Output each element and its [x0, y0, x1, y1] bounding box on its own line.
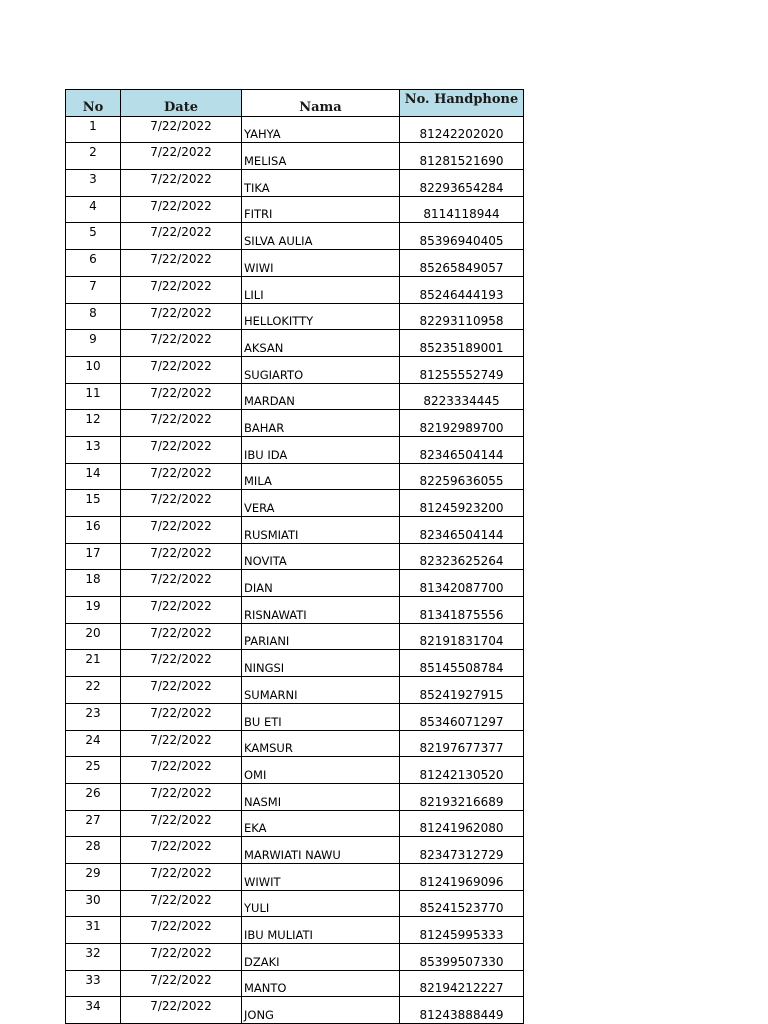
cell-handphone: 85399507330: [400, 944, 524, 971]
cell-no: 24: [66, 730, 121, 757]
cell-handphone: 85265849057: [400, 250, 524, 277]
cell-nama: JONG: [242, 997, 400, 1024]
cell-no: 12: [66, 410, 121, 437]
cell-nama: VERA: [242, 490, 400, 517]
cell-no: 20: [66, 623, 121, 650]
cell-handphone: 85241927915: [400, 677, 524, 704]
cell-nama: BAHAR: [242, 410, 400, 437]
cell-no: 11: [66, 383, 121, 410]
table-row: [66, 677, 524, 704]
cell-no: 15: [66, 490, 121, 517]
cell-handphone: 82346504144: [400, 517, 524, 544]
table-row: [66, 597, 524, 624]
cell-handphone: 81241962080: [400, 810, 524, 837]
cell-handphone: 81342087700: [400, 570, 524, 597]
cell-nama: LILI: [242, 276, 400, 303]
cell-no: 26: [66, 783, 121, 810]
cell-nama: OMI: [242, 757, 400, 784]
cell-date: 7/22/2022: [121, 970, 242, 997]
cell-handphone: 82194212227: [400, 970, 524, 997]
table-row: [66, 543, 524, 570]
table-row: [66, 570, 524, 597]
table-row: [66, 783, 524, 810]
cell-nama: SILVA AULIA: [242, 223, 400, 250]
cell-no: 10: [66, 356, 121, 383]
cell-date: 7/22/2022: [121, 250, 242, 277]
table-row: [66, 463, 524, 490]
cell-nama: NINGSI: [242, 650, 400, 677]
cell-nama: IBU IDA: [242, 436, 400, 463]
cell-handphone: 82259636055: [400, 463, 524, 490]
cell-date: 7/22/2022: [121, 490, 242, 517]
cell-nama: YULI: [242, 890, 400, 917]
cell-date: 7/22/2022: [121, 143, 242, 170]
cell-nama: IBU MULIATI: [242, 917, 400, 944]
cell-handphone: 82191831704: [400, 623, 524, 650]
cell-no: 16: [66, 517, 121, 544]
cell-nama: RISNAWATI: [242, 597, 400, 624]
cell-no: 33: [66, 970, 121, 997]
cell-date: 7/22/2022: [121, 650, 242, 677]
table-row: [66, 490, 524, 517]
cell-handphone: 81245995333: [400, 917, 524, 944]
cell-date: 7/22/2022: [121, 623, 242, 650]
cell-date: 7/22/2022: [121, 863, 242, 890]
cell-handphone: 81242130520: [400, 757, 524, 784]
cell-handphone: 82197677377: [400, 730, 524, 757]
table-row: [66, 863, 524, 890]
cell-no: 2: [66, 143, 121, 170]
cell-no: 1: [66, 116, 121, 143]
cell-date: 7/22/2022: [121, 116, 242, 143]
cell-no: 18: [66, 570, 121, 597]
cell-date: 7/22/2022: [121, 730, 242, 757]
table-row: [66, 436, 524, 463]
column-header-handphone: No. Handphone: [400, 90, 524, 117]
table-row: [66, 276, 524, 303]
table-row: [66, 997, 524, 1024]
cell-handphone: 82192989700: [400, 410, 524, 437]
cell-nama: FITRI: [242, 196, 400, 223]
cell-date: 7/22/2022: [121, 890, 242, 917]
cell-no: 23: [66, 703, 121, 730]
cell-date: 7/22/2022: [121, 383, 242, 410]
cell-handphone: 85246444193: [400, 276, 524, 303]
cell-date: 7/22/2022: [121, 677, 242, 704]
cell-date: 7/22/2022: [121, 223, 242, 250]
header-row: [66, 90, 524, 117]
cell-nama: NASMI: [242, 783, 400, 810]
cell-date: 7/22/2022: [121, 570, 242, 597]
cell-date: 7/22/2022: [121, 997, 242, 1024]
cell-date: 7/22/2022: [121, 597, 242, 624]
cell-handphone: 85145508784: [400, 650, 524, 677]
cell-no: 25: [66, 757, 121, 784]
cell-no: 30: [66, 890, 121, 917]
cell-no: 7: [66, 276, 121, 303]
cell-nama: SUMARNI: [242, 677, 400, 704]
cell-handphone: 85396940405: [400, 223, 524, 250]
cell-date: 7/22/2022: [121, 783, 242, 810]
table-row: [66, 356, 524, 383]
cell-nama: EKA: [242, 810, 400, 837]
cell-no: 27: [66, 810, 121, 837]
table-row: [66, 970, 524, 997]
column-header-no: No: [66, 90, 121, 117]
cell-date: 7/22/2022: [121, 356, 242, 383]
cell-no: 22: [66, 677, 121, 704]
cell-handphone: 82293110958: [400, 303, 524, 330]
cell-no: 14: [66, 463, 121, 490]
cell-nama: SUGIARTO: [242, 356, 400, 383]
table-row: [66, 143, 524, 170]
cell-nama: AKSAN: [242, 330, 400, 357]
cell-date: 7/22/2022: [121, 703, 242, 730]
cell-handphone: 82346504144: [400, 436, 524, 463]
cell-date: 7/22/2022: [121, 410, 242, 437]
table-row: [66, 917, 524, 944]
cell-handphone: 82193216689: [400, 783, 524, 810]
cell-no: 6: [66, 250, 121, 277]
cell-handphone: 81242202020: [400, 116, 524, 143]
table-row: [66, 810, 524, 837]
table-row: [66, 330, 524, 357]
table-row: [66, 223, 524, 250]
cell-date: 7/22/2022: [121, 543, 242, 570]
table-row: [66, 650, 524, 677]
cell-no: 4: [66, 196, 121, 223]
cell-date: 7/22/2022: [121, 757, 242, 784]
cell-handphone: 8223334445: [400, 383, 524, 410]
cell-nama: HELLOKITTY: [242, 303, 400, 330]
cell-date: 7/22/2022: [121, 436, 242, 463]
cell-nama: PARIANI: [242, 623, 400, 650]
cell-no: 9: [66, 330, 121, 357]
cell-nama: DIAN: [242, 570, 400, 597]
cell-no: 31: [66, 917, 121, 944]
cell-no: 13: [66, 436, 121, 463]
cell-nama: KAMSUR: [242, 730, 400, 757]
cell-date: 7/22/2022: [121, 276, 242, 303]
cell-handphone: 82323625264: [400, 543, 524, 570]
cell-nama: DZAKI: [242, 944, 400, 971]
cell-date: 7/22/2022: [121, 463, 242, 490]
cell-handphone: 81241969096: [400, 863, 524, 890]
cell-handphone: 85241523770: [400, 890, 524, 917]
cell-no: 32: [66, 944, 121, 971]
cell-nama: MARDAN: [242, 383, 400, 410]
cell-nama: WIWI: [242, 250, 400, 277]
cell-handphone: 85235189001: [400, 330, 524, 357]
cell-date: 7/22/2022: [121, 917, 242, 944]
cell-handphone: 81255552749: [400, 356, 524, 383]
cell-date: 7/22/2022: [121, 170, 242, 197]
table-row: [66, 303, 524, 330]
table-row: [66, 517, 524, 544]
cell-nama: NOVITA: [242, 543, 400, 570]
cell-no: 29: [66, 863, 121, 890]
column-header-nama: Nama: [242, 90, 400, 117]
cell-handphone: 8114118944: [400, 196, 524, 223]
cell-nama: BU ETI: [242, 703, 400, 730]
table-row: [66, 383, 524, 410]
table-row: [66, 196, 524, 223]
cell-date: 7/22/2022: [121, 837, 242, 864]
cell-date: 7/22/2022: [121, 303, 242, 330]
table-row: [66, 250, 524, 277]
cell-date: 7/22/2022: [121, 196, 242, 223]
cell-date: 7/22/2022: [121, 944, 242, 971]
cell-handphone: 81341875556: [400, 597, 524, 624]
cell-no: 3: [66, 170, 121, 197]
table-row: [66, 837, 524, 864]
cell-nama: MELISA: [242, 143, 400, 170]
cell-nama: TIKA: [242, 170, 400, 197]
cell-handphone: 81281521690: [400, 143, 524, 170]
cell-date: 7/22/2022: [121, 810, 242, 837]
table-row: [66, 730, 524, 757]
contact-table: [65, 89, 524, 1024]
cell-nama: YAHYA: [242, 116, 400, 143]
cell-handphone: 81245923200: [400, 490, 524, 517]
table-row: [66, 703, 524, 730]
table-row: [66, 944, 524, 971]
cell-nama: WIWIT: [242, 863, 400, 890]
cell-no: 21: [66, 650, 121, 677]
table-row: [66, 623, 524, 650]
cell-handphone: 82293654284: [400, 170, 524, 197]
cell-no: 5: [66, 223, 121, 250]
cell-handphone: 81243888449: [400, 997, 524, 1024]
cell-nama: MARWIATI NAWU: [242, 837, 400, 864]
table-row: [66, 890, 524, 917]
cell-no: 28: [66, 837, 121, 864]
cell-no: 34: [66, 997, 121, 1024]
column-header-date: Date: [121, 90, 242, 117]
cell-date: 7/22/2022: [121, 517, 242, 544]
cell-nama: MILA: [242, 463, 400, 490]
cell-handphone: 82347312729: [400, 837, 524, 864]
table-row: [66, 116, 524, 143]
table-row: [66, 757, 524, 784]
table-row: [66, 410, 524, 437]
cell-nama: RUSMIATI: [242, 517, 400, 544]
cell-no: 8: [66, 303, 121, 330]
cell-no: 17: [66, 543, 121, 570]
cell-date: 7/22/2022: [121, 330, 242, 357]
cell-no: 19: [66, 597, 121, 624]
table-row: [66, 170, 524, 197]
table-body: [66, 116, 524, 1023]
cell-handphone: 85346071297: [400, 703, 524, 730]
cell-nama: MANTO: [242, 970, 400, 997]
